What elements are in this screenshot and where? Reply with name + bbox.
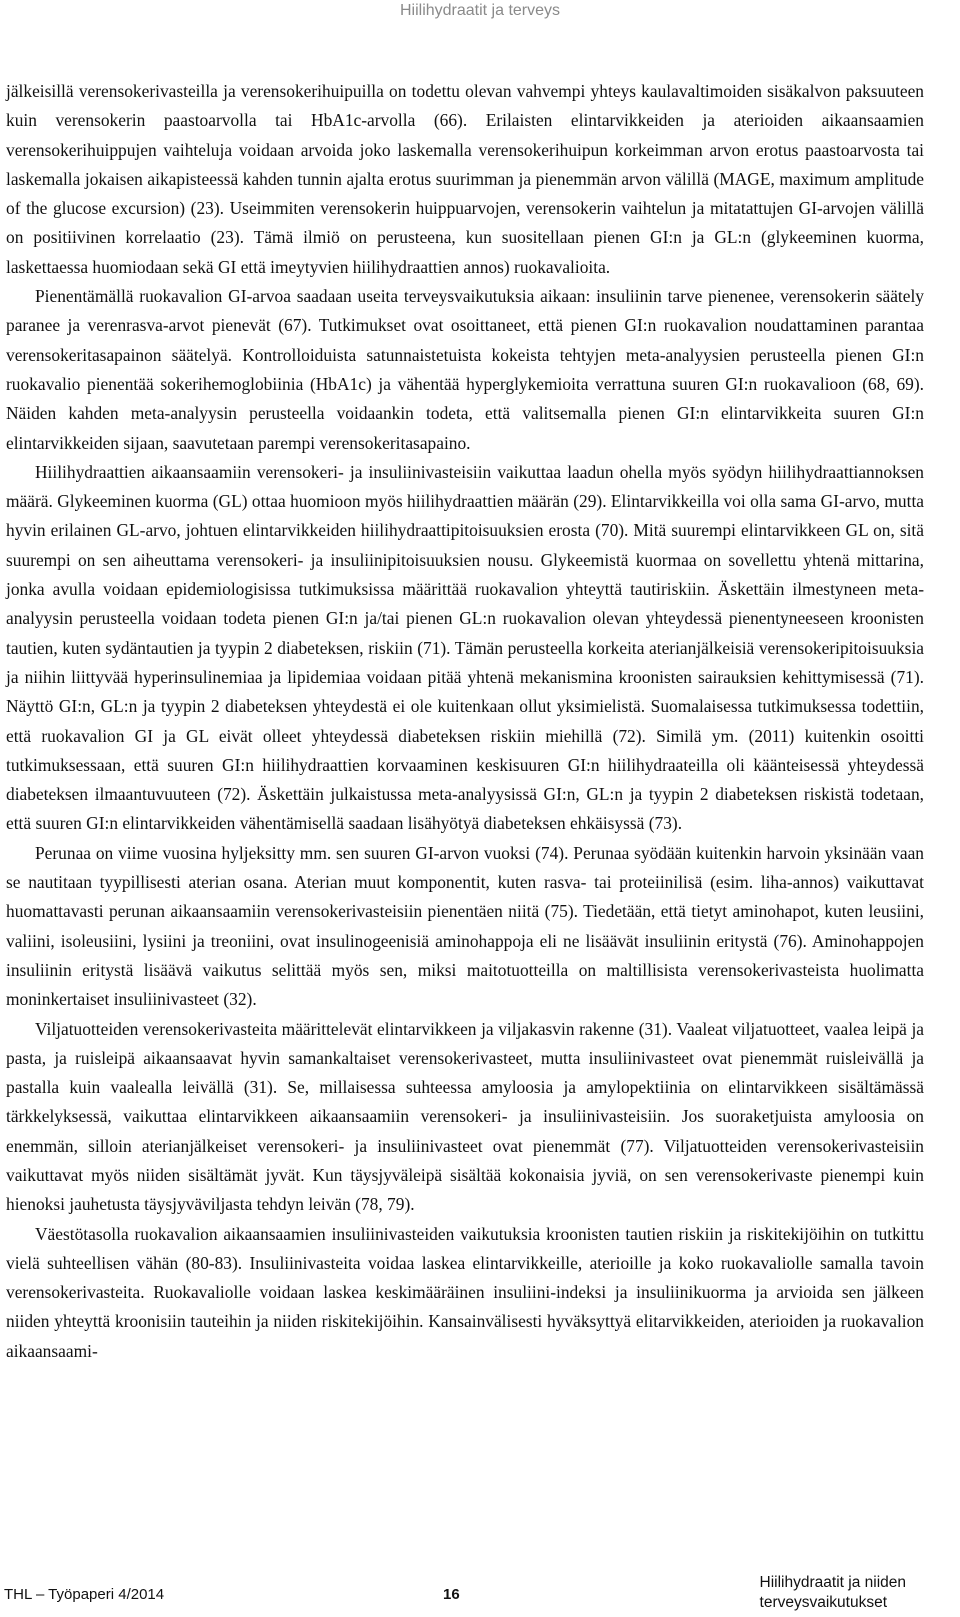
paragraph: Viljatuotteiden verensokerivasteita määrittelevät elintarvikkeen ja viljakasvin rakenne (31). Vaaleat viljatuotteet, vaalea leipä ja pasta, ja ruisleipä aikaansaavat hyvin samankaltaiset verensokerivasteet, mutta insuliinivasteet ovat pienemmät ruisleivällä ja pastalla kuin vaalealla leivällä (31). Se, millaisessa suhteessa amyloosia ja amylopektiinia on elintarvikkeen sisältämässä tärkkelyksessä, vaikuttaa elintarvikkeen aikaansaamiin verensokeri- ja insuliinivasteisiin. Jos suoraketjuista amyloosia on enemmän, silloin aterianjälkeiset verensokeri- ja insuliinivasteet ovat pienemmät (77). Viljatuotteiden verensokerivasteisiin vaikuttavat myös niiden sisältämät jyvät. Kun täysjyväleipä sisältää kokonaisia jyviä, on sen verensokerivaste pienempi kuin hienoksi jauhetusta täysjyväviljasta tehdyn leivän (78, 79). xyxy=(6,1018,924,1215)
paragraph: Perunaa on viime vuosina hyljeksitty mm. sen suuren GI-arvon vuoksi (74). Perunaa syödään kuitenkin harvoin yksinään vaan se nautitaan tyypillisesti aterian osana. Aterian muut komponentit, kuten rasva- tai proteiinilisä (esim. liha-annos) vaikuttavat huomattavasti perunan aikaansaamiin verensokerivasteisiin pienentäen niitä (75). Tiedetään, että tietyt aminohapot, kuten leusiini, valiini, isoleusiini, lysiini ja treoniini, ovat insulinogeenisiä aminohappoja eli ne lisäävät insuliinin eritystä (76). Aminohappojen insuliinin eritystä lisäävä vaikutus selittää myös sen, miksi maitotuotteilla on maltillisista verensokerivasteista huolimatta moninkertaiset insuliinivasteet (32). xyxy=(6,842,924,1010)
paragraph: Väestötasolla ruokavalion aikaansaamien insuliinivasteiden vaikutuksia kroonisten tautien riskiin ja riskitekijöihin on tutkittu vielä suhteellisen vähän (80-83). Insuliinivasteita voidaa laskea elintarvikkeille, aterioille ja koko ruokavaliolle samalla tavoin verensokerivasteita. Ruokavaliolle voidaan laskea keskimääräinen insuliini-indeksi ja insuliinikuorma ja arvioida sen jälkeen niiden yhteyttä kroonisiin tauteihin ja niiden riskitekijöihin. Kansainvälisesti hyväksyttyä elitarvikkeiden, aterioiden ja ruokavalion aikaansaami- xyxy=(6,1223,924,1361)
footer-title-line: Hiilihydraatit ja niiden xyxy=(759,1574,906,1591)
paragraph: Pienentämällä ruokavalion GI-arvoa saadaan useita terveysvaikutuksia aikaan: insuliinin tarve pienenee, verensokerin säätely paranee ja verenrasva-arvot pienevät (67). Tutkimukset ovat osoittaneet, että pienen GI:n ruokavalion noudattaminen parantaa verensokeritasapainon säätelyä. Kontrolloiduista satunnaistetuista kokeista tehtyjen meta-analyysien perusteella pienen GI:n ruokavalio pienentää sokerihemoglobiinia (HbA1c) ja vähentää hyperglykemioita verrattuna suuren GI:n ruokavalioon (68, 69). Näiden kahden meta-analyysin perusteella voidaankin todeta, että valitsemalla pienen GI:n elintarvikkeita suuren GI:n elintarvikkeiden sijaan, saavutetaan parempi verensokeritasapaino. xyxy=(6,286,924,453)
running-header: Hiilihydraatit ja terveys xyxy=(399,2,561,19)
footer-title xyxy=(760,1573,906,1613)
publication-label: THL – Työpaperi 4/2014 xyxy=(4,1586,165,1603)
body-text xyxy=(6,77,924,1366)
paragraph: Hiilihydraattien aikaansaamiin verensokeri- ja insuliinivasteisiin vaikuttaa laadun ohella myös syödyn hiilihydraattiannoksen määrä. Glykeeminen kuorma (GL) ottaa huomioon myös hiilihydraattien määrän (29). Elintarvikkeilla voi olla sama GI-arvo, mutta hyvin erilainen GL-arvo, johtuen elintarvikkeiden hiilihydraattipitoisuuksien erosta (70). Mitä suurempi elintarvikkeen GL on, sitä suurempi on sen aiheuttama verensokeri- ja insuliinipitoisuuksien nousu. Glykeemistä kuormaa on sovellettu yhtenä mittarina, jonka avulla voidaan epidemiologisissa tutkimuksissa määrittää ruokavalion yhteyttä tautiriskiin. Äskettäin ilmestyneen meta-analyysin perusteella voidaan todeta pienen GI:n ja/tai pienen GL:n ruokavalion olevan yhteydessä pienentyneeseen kroonisten tautien, kuten sydäntautien ja tyypin 2 diabeteksen, riskiin (71). Tämän perusteella korkeita aterianjälkeisiä verensokeripitoisuuksia ja niihin liittyvää hyperinsulinemiaa ja lipidemiaa voidaan pitää yhtenä mekanismina kroonisten sairauksien kehittymisessä (71). Näyttö GI:n, GL:n ja tyypin 2 diabeteksen yhteydestä ei ole kuitenkaan ollut yksimielistä. Suomalaisessa tutkimuksessa todettiin, että ruokavalion GI ja GL eivät olleet yhteydessä diabeteksen riskiin miehillä (72). Similä ym. (2011) kuitenkin osoitti tutkimuksessaan, että suuren GI:n hiilihydraattien korvaaminen keskisuuren GI:n hiilihydraateilla oli käänteisessä yhteydessä diabeteksen ilmaantuvuuteen (72). Äskettäin julkaistussa meta-analyysissä GI:n, GL:n ja tyypin 2 diabeteksen riskistä todetaan, että suuren GI:n elintarvikkeiden vähentämisellä saadaan lisähyötyä diabeteksen ehkäisyssä (73). xyxy=(6,461,924,834)
page-footer xyxy=(0,1576,960,1616)
footer-title-line: terveysvaikutukset xyxy=(759,1594,888,1611)
page-number: 16 xyxy=(443,1586,460,1603)
paragraph: jälkeisillä verensokerivasteilla ja verensokerihuipuilla on todettu olevan vahvempi yhteys kaulavaltimoiden sisäkalvon paksuuteen kuin verensokerin paastoarvolla tai HbA1c-arvolla (66). Erilaisten elintarvikkeiden ja aterioiden aikaansaamien verensokerihuippujen vaihteluja voidaan arvoida joko laskemalla verensokerihuipun korkeimman arvon erotus paastoarvosta tai laskemalla jokaisen aikapisteessä kahden tunnin ajalta erotus suurimman ja pienemmän arvon välillä (MAGE, maximum amplitude of the glucose excursion) (23). Useimmiten verensokerin huippuarvojen, verensokerin vaihtelun ja mitatattujen GI-arvojen välillä on positiivinen korrelaatio (23). Tämä ilmiö on perusteena, kun suositellaan pienen GI:n ja GL:n (glykeeminen kuorma, laskettaessa huomiodaan sekä GI että imeytyvien hiilihydraattien annos) ruokavalioita. xyxy=(6,81,924,277)
